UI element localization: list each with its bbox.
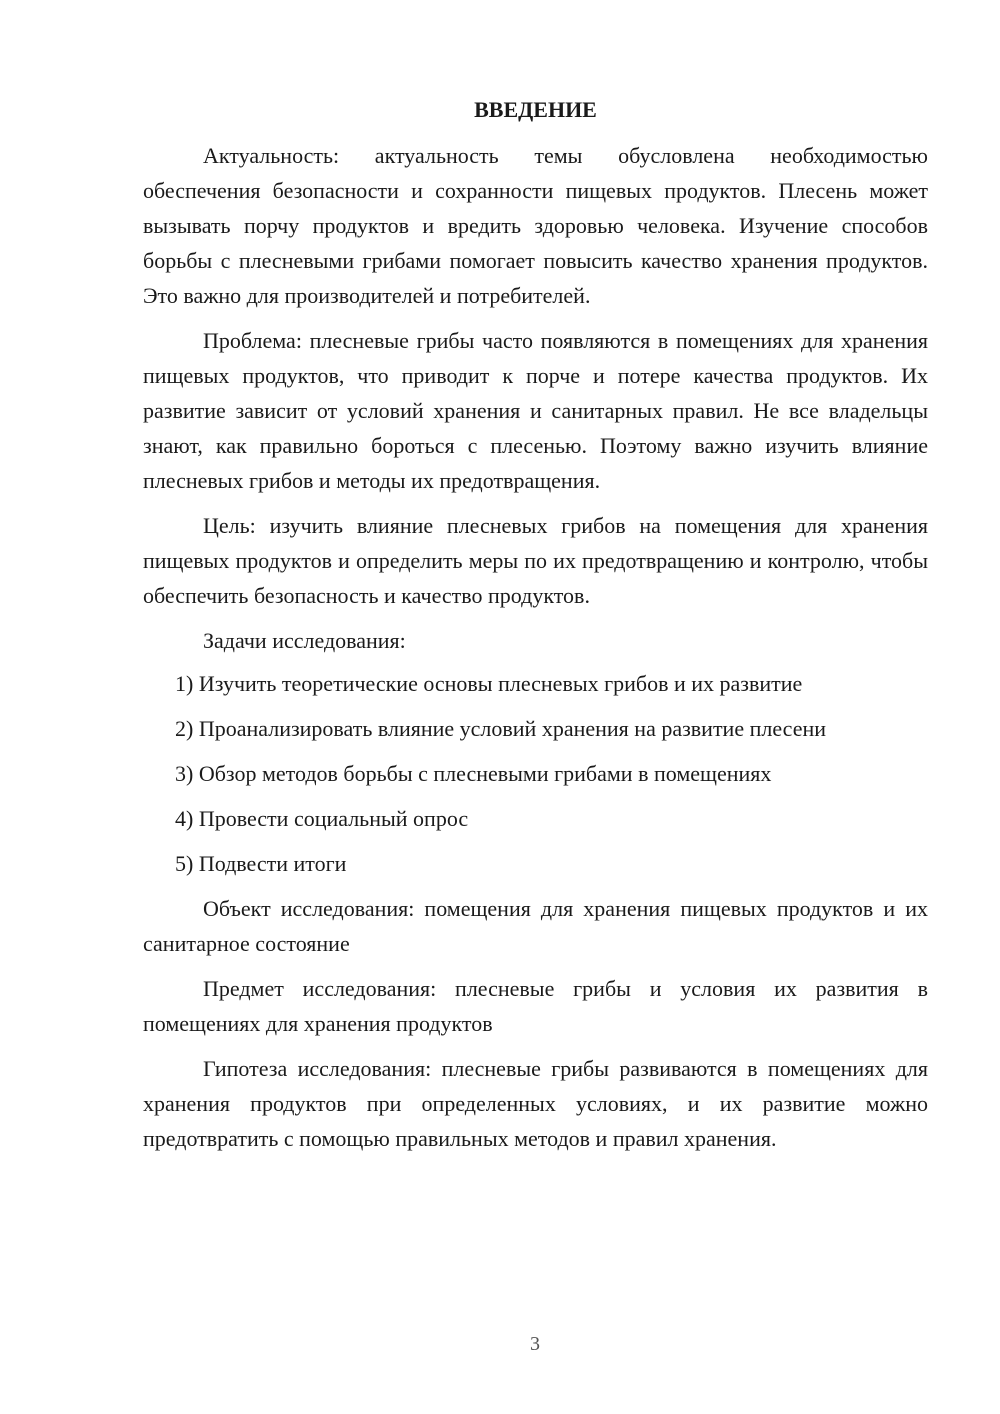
task-item: 2) Проанализировать влияние условий хранения на развитие плесени (175, 716, 827, 741)
hypothesis-paragraph: Гипотеза исследования: плесневые грибы развиваются в помещениях для хранения продуктов при определенных условиях, и их развитие можно предотвратить с помощью правильных методов и правил хранения. (143, 1056, 928, 1151)
problem-paragraph: Проблема: плесневые грибы часто появляются в помещениях для хранения пищевых продуктов, что приводит к порче и потере качества продуктов. Их развитие зависит от условий хранения и санитарных правил. Не все владельцы знают, как правильно бороться с плесенью. Поэтому важно изучить влияние плесневых грибов и методы их предотвращения. (143, 328, 928, 493)
task-item: 4) Провести социальный опрос (175, 806, 469, 831)
task-item: 1) Изучить теоретические основы плесневых грибов и их развитие (175, 671, 803, 696)
goal-paragraph: Цель: изучить влияние плесневых грибов на помещения для хранения пищевых продуктов и определить меры по их предотвращению и контролю, чтобы обеспечить безопасность и качество продуктов. (143, 513, 928, 608)
tasks-heading: Задачи исследования: (203, 628, 406, 653)
document-page (143, 95, 928, 1166)
section-title: ВВЕДЕНИЕ (474, 97, 597, 122)
object-paragraph: Объект исследования: помещения для хранения пищевых продуктов и их санитарное состояние (143, 896, 928, 956)
tasks-list (143, 666, 928, 881)
subject-paragraph: Предмет исследования: плесневые грибы и условия их развития в помещениях для хранения продуктов (143, 976, 928, 1036)
relevance-paragraph: Актуальность: актуальность темы обусловлена необходимостью обеспечения безопасности и сохранности пищевых продуктов. Плесень может вызывать порчу продуктов и вредить здоровью человека. Изучение способов борьбы с плесневыми грибами помогает повысить качество хранения продуктов. Это важно для производителей и потребителей. (143, 143, 928, 308)
page-number: 3 (530, 1333, 540, 1355)
task-item: 3) Обзор методов борьбы с плесневыми грибами в помещениях (175, 761, 772, 786)
task-item: 5) Подвести итоги (175, 851, 347, 876)
